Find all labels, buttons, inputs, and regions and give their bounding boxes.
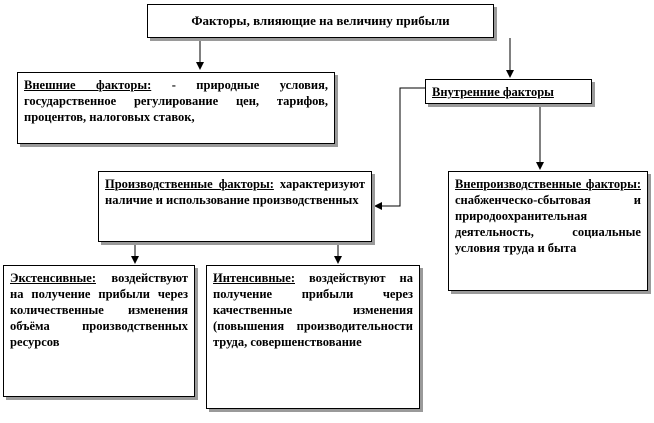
intensive-factors-text: воздействуют на получение прибыли через качественные изменения (повышения производительности труда, совершенствование: [213, 271, 413, 349]
extensive-factors-text: воздействуют на получение прибыли через количественные изменения объёма производственных ресурсов: [10, 271, 188, 349]
nonproduction-factors-text: снабженческо-сбытовая и природоохранительная деятельность, социальные условия труда и быта: [455, 193, 641, 255]
intensive-factors-box: [206, 265, 420, 409]
extensive-factors-heading: Экстенсивные:: [10, 271, 96, 285]
external-factors-box: [17, 72, 335, 144]
nonproduction-factors-heading: Внепроизводственные факторы:: [455, 177, 641, 191]
internal-factors-heading: Внутренние факторы: [432, 85, 554, 99]
title-box: [147, 4, 494, 38]
internal-factors-box: [425, 79, 592, 104]
intensive-factors-heading: Интенсивные:: [213, 271, 295, 285]
nonproduction-factors-box: [448, 171, 648, 291]
external-factors-heading: Внешние факторы:: [24, 78, 152, 92]
production-factors-box: [98, 171, 372, 242]
diagram-title: Факторы, влияющие на величину прибыли: [191, 13, 450, 28]
production-factors-text: характеризуют наличие и использование производственных: [105, 177, 365, 207]
extensive-factors-box: [3, 265, 195, 397]
external-factors-text: - природные условия, государственное регулирование цен, тарифов, процентов, налоговых ставок,: [24, 78, 328, 124]
production-factors-heading: Производственные факторы:: [105, 177, 274, 191]
